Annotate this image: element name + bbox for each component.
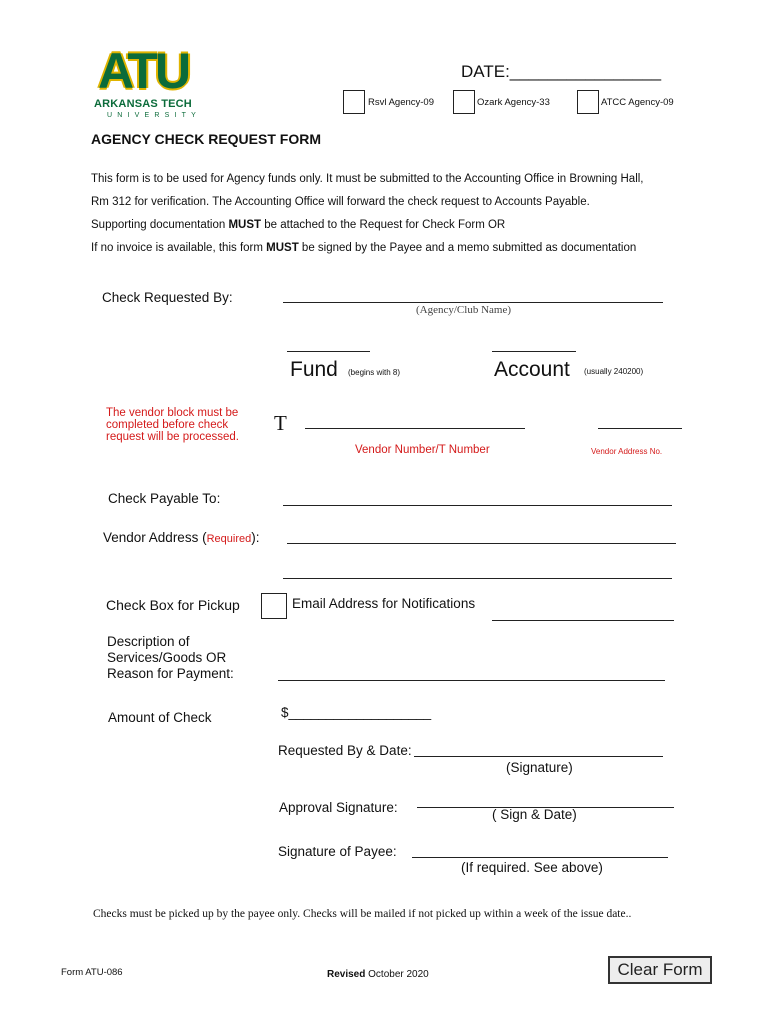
pickup-note: Checks must be picked up by the payee only. Checks will be mailed if not picked up within a week of the issue date.. bbox=[93, 908, 632, 920]
instruction-line-3-must: MUST bbox=[228, 219, 262, 231]
atu-logo bbox=[94, 43, 202, 119]
rsvl-agency-checkbox[interactable] bbox=[343, 90, 365, 114]
payee-label: Signature of Payee: bbox=[278, 844, 397, 859]
instruction-line-3-pre: Supporting documentation bbox=[91, 219, 229, 231]
instruction-line-2: Rm 312 for verification. The Accounting Office will forward the check request to Accounts Payable. bbox=[91, 196, 590, 208]
requested-by-field[interactable] bbox=[414, 756, 663, 757]
account-hint: (usually 240200) bbox=[584, 367, 644, 376]
logo-line1: ARKANSAS TECH bbox=[94, 98, 192, 110]
description-line-3: Reason for Payment: bbox=[107, 666, 234, 681]
vendor-number-field[interactable] bbox=[305, 428, 525, 429]
signature-sublabel: (Signature) bbox=[506, 760, 573, 775]
vendor-note-line-2: completed before check bbox=[106, 419, 229, 431]
approval-label: Approval Signature: bbox=[279, 800, 398, 815]
rsvl-agency-label: Rsvl Agency-09 bbox=[368, 97, 435, 108]
instruction-line-3-post: be attached to the Request for Check Form OR bbox=[261, 219, 506, 231]
fund-hint: (begins with 8) bbox=[348, 368, 401, 377]
agency-club-sublabel: (Agency/Club Name) bbox=[416, 304, 511, 316]
revised-date bbox=[327, 969, 429, 980]
instruction-line-4 bbox=[91, 242, 636, 254]
vendor-note-line-3: request will be processed. bbox=[106, 431, 239, 443]
vendor-address-no-label: Vendor Address No. bbox=[591, 447, 663, 456]
instruction-line-3 bbox=[91, 219, 505, 231]
revised-date-text: October 2020 bbox=[365, 969, 429, 980]
ozark-agency-checkbox[interactable] bbox=[453, 90, 475, 114]
check-requested-field[interactable] bbox=[283, 302, 663, 303]
description-line-2: Services/Goods OR bbox=[107, 650, 227, 665]
account-field[interactable] bbox=[492, 351, 576, 352]
payee-field[interactable] bbox=[412, 857, 668, 858]
payee-sublabel: (If required. See above) bbox=[461, 860, 603, 875]
form-number: Form ATU-086 bbox=[61, 967, 123, 978]
form-title: AGENCY CHECK REQUEST FORM bbox=[91, 131, 321, 147]
payable-to-field[interactable] bbox=[283, 505, 672, 506]
vendor-address-field-1[interactable] bbox=[287, 543, 676, 544]
vendor-address-label bbox=[103, 530, 259, 545]
logo-line2: UNIVERSITY bbox=[107, 112, 202, 119]
ozark-agency-label: Ozark Agency-33 bbox=[477, 97, 550, 108]
amount-field[interactable]: $___________________ bbox=[281, 705, 432, 720]
payable-to-label: Check Payable To: bbox=[108, 491, 221, 506]
amount-label: Amount of Check bbox=[108, 710, 212, 725]
fund-field[interactable] bbox=[287, 351, 370, 352]
fund-label: Fund bbox=[290, 358, 338, 381]
vendor-address-label-text: Vendor Address ( bbox=[103, 530, 207, 545]
vendor-address-no-field[interactable] bbox=[598, 428, 682, 429]
email-label: Email Address for Notifications bbox=[292, 596, 476, 611]
vendor-address-field-2[interactable] bbox=[283, 578, 672, 579]
account-label: Account bbox=[494, 358, 570, 381]
logo-mark: ATU bbox=[98, 43, 189, 99]
description-field[interactable] bbox=[278, 680, 665, 681]
email-field[interactable] bbox=[492, 620, 674, 621]
revised-label: Revised bbox=[327, 969, 366, 980]
t-prefix: T bbox=[274, 411, 287, 435]
instruction-line-4-post: be signed by the Payee and a memo submitted as documentation bbox=[298, 242, 637, 254]
vendor-number-label: Vendor Number/T Number bbox=[355, 444, 490, 456]
clear-form-button[interactable]: Clear Form bbox=[608, 956, 712, 984]
description-label bbox=[107, 634, 234, 682]
vendor-address-label-end: ): bbox=[251, 530, 260, 545]
required-marker: Required bbox=[206, 533, 252, 545]
sign-date-sublabel: ( Sign & Date) bbox=[492, 807, 577, 822]
vendor-note bbox=[106, 407, 239, 443]
instruction-line-4-must: MUST bbox=[266, 242, 299, 254]
description-line-1: Description of bbox=[107, 634, 190, 649]
atcc-agency-checkbox[interactable] bbox=[577, 90, 599, 114]
requested-by-label: Requested By & Date: bbox=[278, 743, 412, 758]
pickup-checkbox[interactable] bbox=[261, 593, 287, 619]
check-requested-label: Check Requested By: bbox=[102, 290, 233, 305]
pickup-label: Check Box for Pickup bbox=[106, 597, 240, 613]
instruction-line-4-pre: If no invoice is available, this form bbox=[91, 242, 267, 254]
atcc-agency-label: ATCC Agency-09 bbox=[601, 97, 674, 108]
instruction-line-1: This form is to be used for Agency funds only. It must be submitted to the Accounting Office in Browning Hall, bbox=[91, 173, 644, 185]
date-field[interactable]: DATE:________________ bbox=[461, 62, 662, 81]
vendor-note-line-1: The vendor block must be bbox=[106, 407, 239, 419]
